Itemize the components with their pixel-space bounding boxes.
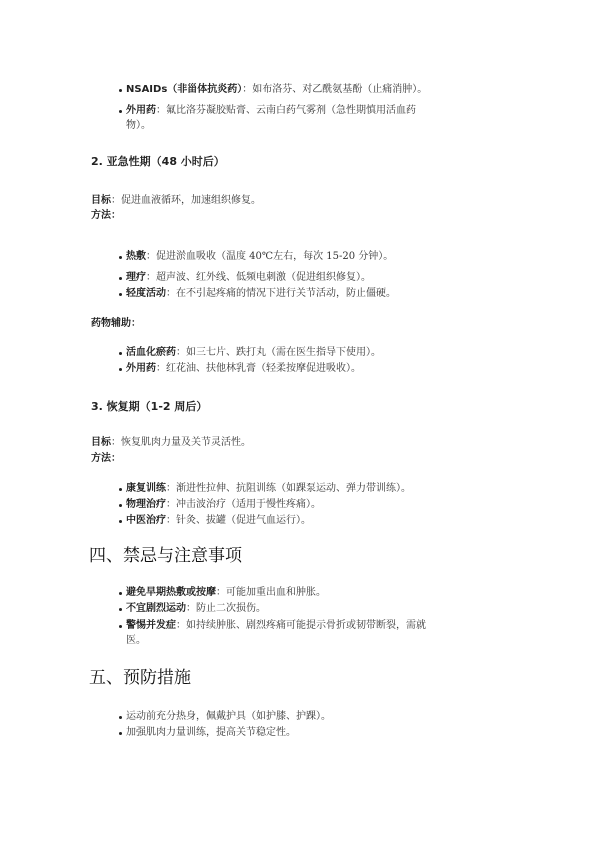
item-continuation: 医。 <box>126 635 146 646</box>
item-label: 活血化瘀药 <box>126 347 176 358</box>
section-title: 四、禁忌与注意事项 <box>89 546 242 566</box>
item-sep: ： <box>166 515 176 526</box>
item-label: 康复训练 <box>126 483 166 494</box>
item-sep: ： <box>176 620 186 631</box>
list-item <box>126 362 361 375</box>
item-label: 物理治疗 <box>126 499 166 510</box>
bullet-icon <box>119 352 122 355</box>
item-sep: ： <box>166 288 176 299</box>
item-sep: ： <box>166 499 176 510</box>
bullet-icon <box>119 256 122 259</box>
item-label: 中医治疗 <box>126 515 166 526</box>
bullet-icon <box>119 504 122 507</box>
bullet-icon <box>119 488 122 491</box>
bullet-icon <box>119 89 122 92</box>
item-sep: ： <box>242 84 253 95</box>
bullet-icon <box>119 368 122 371</box>
item-sep: ： <box>156 105 166 116</box>
item-label: 理疗 <box>126 272 146 283</box>
bullet-icon <box>119 608 122 611</box>
method-label: 方法： <box>91 453 121 464</box>
item-text: 促进淤血吸收（温度 40℃左右，每次 15-20 分钟）。 <box>156 251 394 262</box>
item-text: 冲击波治疗（适用于慢性疼痛）。 <box>176 499 321 510</box>
item-label: 不宜剧烈运动 <box>126 603 186 614</box>
list-item <box>126 346 381 359</box>
item-text: 如持续肿胀、剧烈疼痛可能提示骨折或韧带断裂，需就 <box>186 620 426 631</box>
item-text: 防止二次损伤。 <box>196 603 266 614</box>
item-sep: ： <box>176 347 186 358</box>
goal-label: 目标 <box>91 195 111 206</box>
bullet-icon <box>119 732 122 735</box>
item-text: 如三七片、跌打丸（需在医生指导下使用）。 <box>186 347 381 358</box>
bullet-icon <box>119 592 122 595</box>
bullet-icon <box>119 293 122 296</box>
goal-line <box>91 194 261 207</box>
list-item <box>126 287 396 300</box>
method-label: 方法： <box>91 210 121 221</box>
item-label: 警惕并发症 <box>126 620 176 631</box>
bullet-icon <box>119 716 122 719</box>
item-label: 外用药 <box>126 363 156 374</box>
section-heading: 3. 恢复期（1-2 周后） <box>91 400 208 413</box>
item-text: 可能加重出血和肿胀。 <box>226 587 326 598</box>
list-item <box>126 271 371 284</box>
bullet-icon <box>119 110 122 113</box>
item-sep: ： <box>146 251 156 262</box>
goal-sep: ： <box>111 195 121 206</box>
section-heading: 2. 亚急性期（48 小时后） <box>91 155 225 168</box>
bullet-icon <box>119 520 122 523</box>
item-text: 渐进性拉伸、抗阻训练（如踝泵运动、弹力带训练）。 <box>176 483 411 494</box>
item-text: 红花油、扶他林乳膏（轻柔按摩促进吸收）。 <box>166 363 361 374</box>
item-label: 避免早期热敷或按摩 <box>126 587 216 598</box>
item-text: 在不引起疼痛的情况下进行关节活动，防止僵硬。 <box>176 288 396 299</box>
goal-text: 恢复肌肉力量及关节灵活性。 <box>121 437 251 448</box>
item-sep: ： <box>146 272 156 283</box>
item-text: 针灸、拔罐（促进气血运行）。 <box>176 515 311 526</box>
goal-sep: ： <box>111 437 121 448</box>
bullet-icon <box>119 277 122 280</box>
list-item <box>126 250 393 263</box>
item-sep: ： <box>216 587 226 598</box>
list-item <box>126 514 311 527</box>
item-text: 如布洛芬、对乙酰氨基酚（止痛消肿）。 <box>252 84 428 95</box>
list-item <box>126 482 411 495</box>
goal-label: 目标 <box>91 437 111 448</box>
item-text: 超声波、红外线、低频电刺激（促进组织修复）。 <box>156 272 371 283</box>
list-item <box>126 602 266 615</box>
list-item <box>126 104 416 117</box>
item-text: 氟比洛芬凝胶贴膏、云南白药气雾剂（急性期慎用活血药 <box>166 105 416 116</box>
item-label: 轻度活动 <box>126 288 166 299</box>
goal-text: 促进血液循环，加速组织修复。 <box>121 195 261 206</box>
item-label: NSAIDs（非甾体抗炎药） <box>126 84 243 95</box>
section-title: 五、预防措施 <box>89 668 191 688</box>
item-label: 热敷 <box>126 251 146 262</box>
list-item: 运动前充分热身，佩戴护具（如护膝、护踝）。 <box>126 711 331 722</box>
list-item <box>126 498 321 511</box>
list-item: 加强肌肉力量训练，提高关节稳定性。 <box>126 727 296 738</box>
drug-label: 药物辅助： <box>91 318 141 329</box>
bullet-icon <box>119 625 122 628</box>
list-item <box>126 586 326 599</box>
item-sep: ： <box>166 483 176 494</box>
item-sep: ： <box>186 603 196 614</box>
list-item <box>126 619 426 632</box>
goal-line <box>91 436 251 449</box>
item-continuation: 物）。 <box>126 120 151 131</box>
item-label: 外用药 <box>126 105 156 116</box>
list-item <box>126 83 427 96</box>
item-sep: ： <box>156 363 166 374</box>
